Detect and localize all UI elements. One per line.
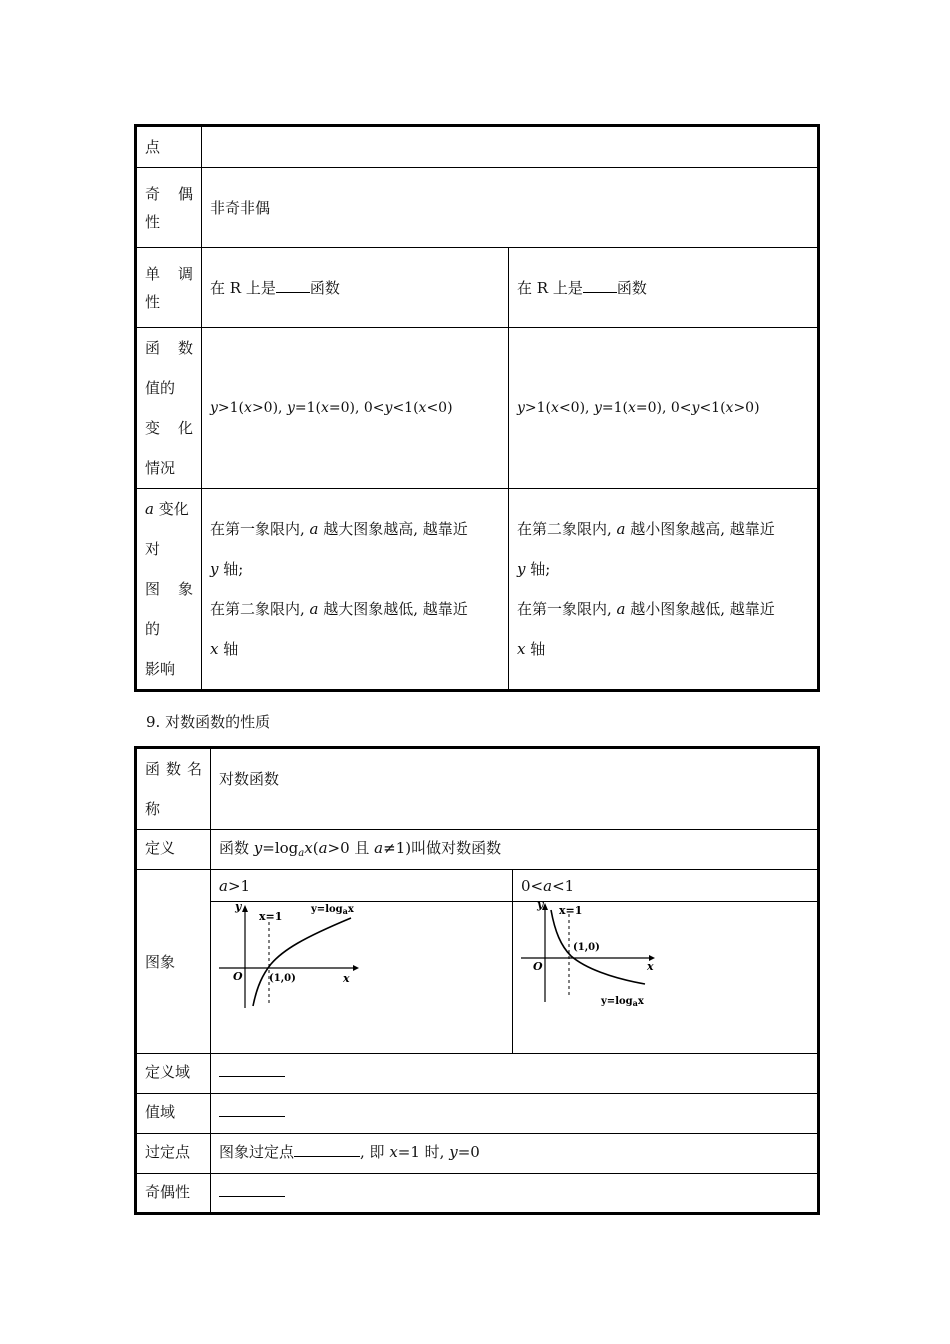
curve-label: $y=\log_ax$ — [311, 904, 354, 916]
monotonic-left: 在 R 上是 函数 — [202, 248, 509, 328]
row-label-parity — [136, 1174, 211, 1214]
row-label-domain — [136, 1054, 211, 1094]
row-label-value-change: 函 数 值的 变 化 情况 — [136, 328, 202, 489]
row-content-parity — [211, 1174, 819, 1214]
log-graph-increasing — [211, 902, 511, 1046]
log-graph-decreasing — [513, 902, 813, 1046]
graph-right-head: 0<a<1 — [513, 870, 817, 902]
fixed-point-text: 图象过定点 — [219, 1143, 295, 1161]
definition-label: 定义 — [145, 839, 176, 857]
x-axis-label: x — [647, 960, 654, 973]
row-content-fixed-point: 图象过定点 , 即 x=1 时, y=0 — [211, 1134, 819, 1174]
table-row — [136, 328, 819, 489]
row-content-name — [211, 748, 819, 830]
row-label-text: 点 — [145, 138, 161, 156]
log-curve — [253, 918, 351, 1006]
row-content-domain — [211, 1054, 819, 1094]
row-content-definition: 函数 $y=\log_ax(a>0$ 且 a≠1)叫做对数函数 — [211, 830, 819, 870]
y-axis-label: y — [537, 902, 544, 911]
parity-value: 非奇非偶 — [210, 198, 271, 217]
row-label-point — [136, 126, 202, 168]
section-heading: 9. 对数函数的性质 — [146, 713, 271, 731]
range-label: 值域 — [145, 1103, 176, 1121]
table-row — [136, 248, 819, 328]
exp-properties-table — [134, 124, 820, 692]
y-axis-label: y — [235, 902, 242, 913]
graph-left-head: a>1 — [211, 870, 512, 902]
fixed-point-label: 过定点 — [145, 1143, 191, 1161]
a-effect-right: 在第二象限内, a 越小图象越高, 越靠近 y 轴; 在第一象限内, a 越小图象越低, 越靠近 x 轴 — [509, 489, 819, 691]
monotonic-right: 在 R 上是 函数 — [509, 248, 819, 328]
table-row — [136, 1094, 819, 1134]
table-row — [136, 748, 819, 830]
asymptote-label: x=1 — [259, 910, 283, 923]
point-label: (1,0) — [269, 973, 296, 984]
x-axis-arrow-icon — [353, 965, 359, 971]
value-change-left: y>1(x>0), y=1(x=0), 0<y<1(x<0) — [202, 328, 509, 489]
row-label-monotonic: 单 调 性 — [136, 248, 202, 328]
row-label-name: 函 数 名 称 — [136, 748, 211, 830]
point-label: (1,0) — [573, 942, 600, 953]
row-label-a-effect: a 变化 对 图 象 的 影响 — [136, 489, 202, 691]
row-content-parity — [202, 168, 819, 248]
table-row — [136, 126, 819, 168]
function-name: 对数函数 — [219, 770, 280, 788]
row-label-fixed-point — [136, 1134, 211, 1174]
y-axis-arrow-icon — [242, 905, 248, 912]
row-content-point — [202, 126, 819, 168]
row-label-graph — [136, 870, 211, 1054]
row-content-range — [211, 1094, 819, 1134]
table-row — [136, 168, 819, 248]
table-row — [136, 489, 819, 691]
table-row — [136, 1134, 819, 1174]
table-row — [136, 1174, 819, 1214]
row-label-range — [136, 1094, 211, 1134]
parity-label: 奇偶性 — [145, 1183, 191, 1201]
origin-label: O — [233, 970, 243, 983]
origin-label: O — [533, 960, 543, 973]
table-row — [136, 830, 819, 870]
asymptote-label: x=1 — [559, 904, 583, 917]
x-axis-label: x — [343, 972, 350, 985]
graph-label: 图象 — [145, 952, 176, 971]
a-effect-left: 在第一象限内, a 越大图象越高, 越靠近 y 轴; 在第二象限内, a 越大图象越低, 越靠近 x 轴 — [202, 489, 509, 691]
curve-label: $y=\log_ax$ — [601, 996, 644, 1008]
log-properties-table — [134, 746, 820, 1215]
row-label-definition — [136, 830, 211, 870]
graph-right-cell — [513, 870, 819, 1054]
graph-left-cell — [211, 870, 513, 1054]
domain-label: 定义域 — [145, 1063, 191, 1081]
value-change-right: y>1(x<0), y=1(x=0), 0<y<1(x>0) — [509, 328, 819, 489]
table-row — [136, 870, 819, 1054]
table-row — [136, 1054, 819, 1094]
row-label-parity: 奇 偶 性 — [136, 168, 202, 248]
